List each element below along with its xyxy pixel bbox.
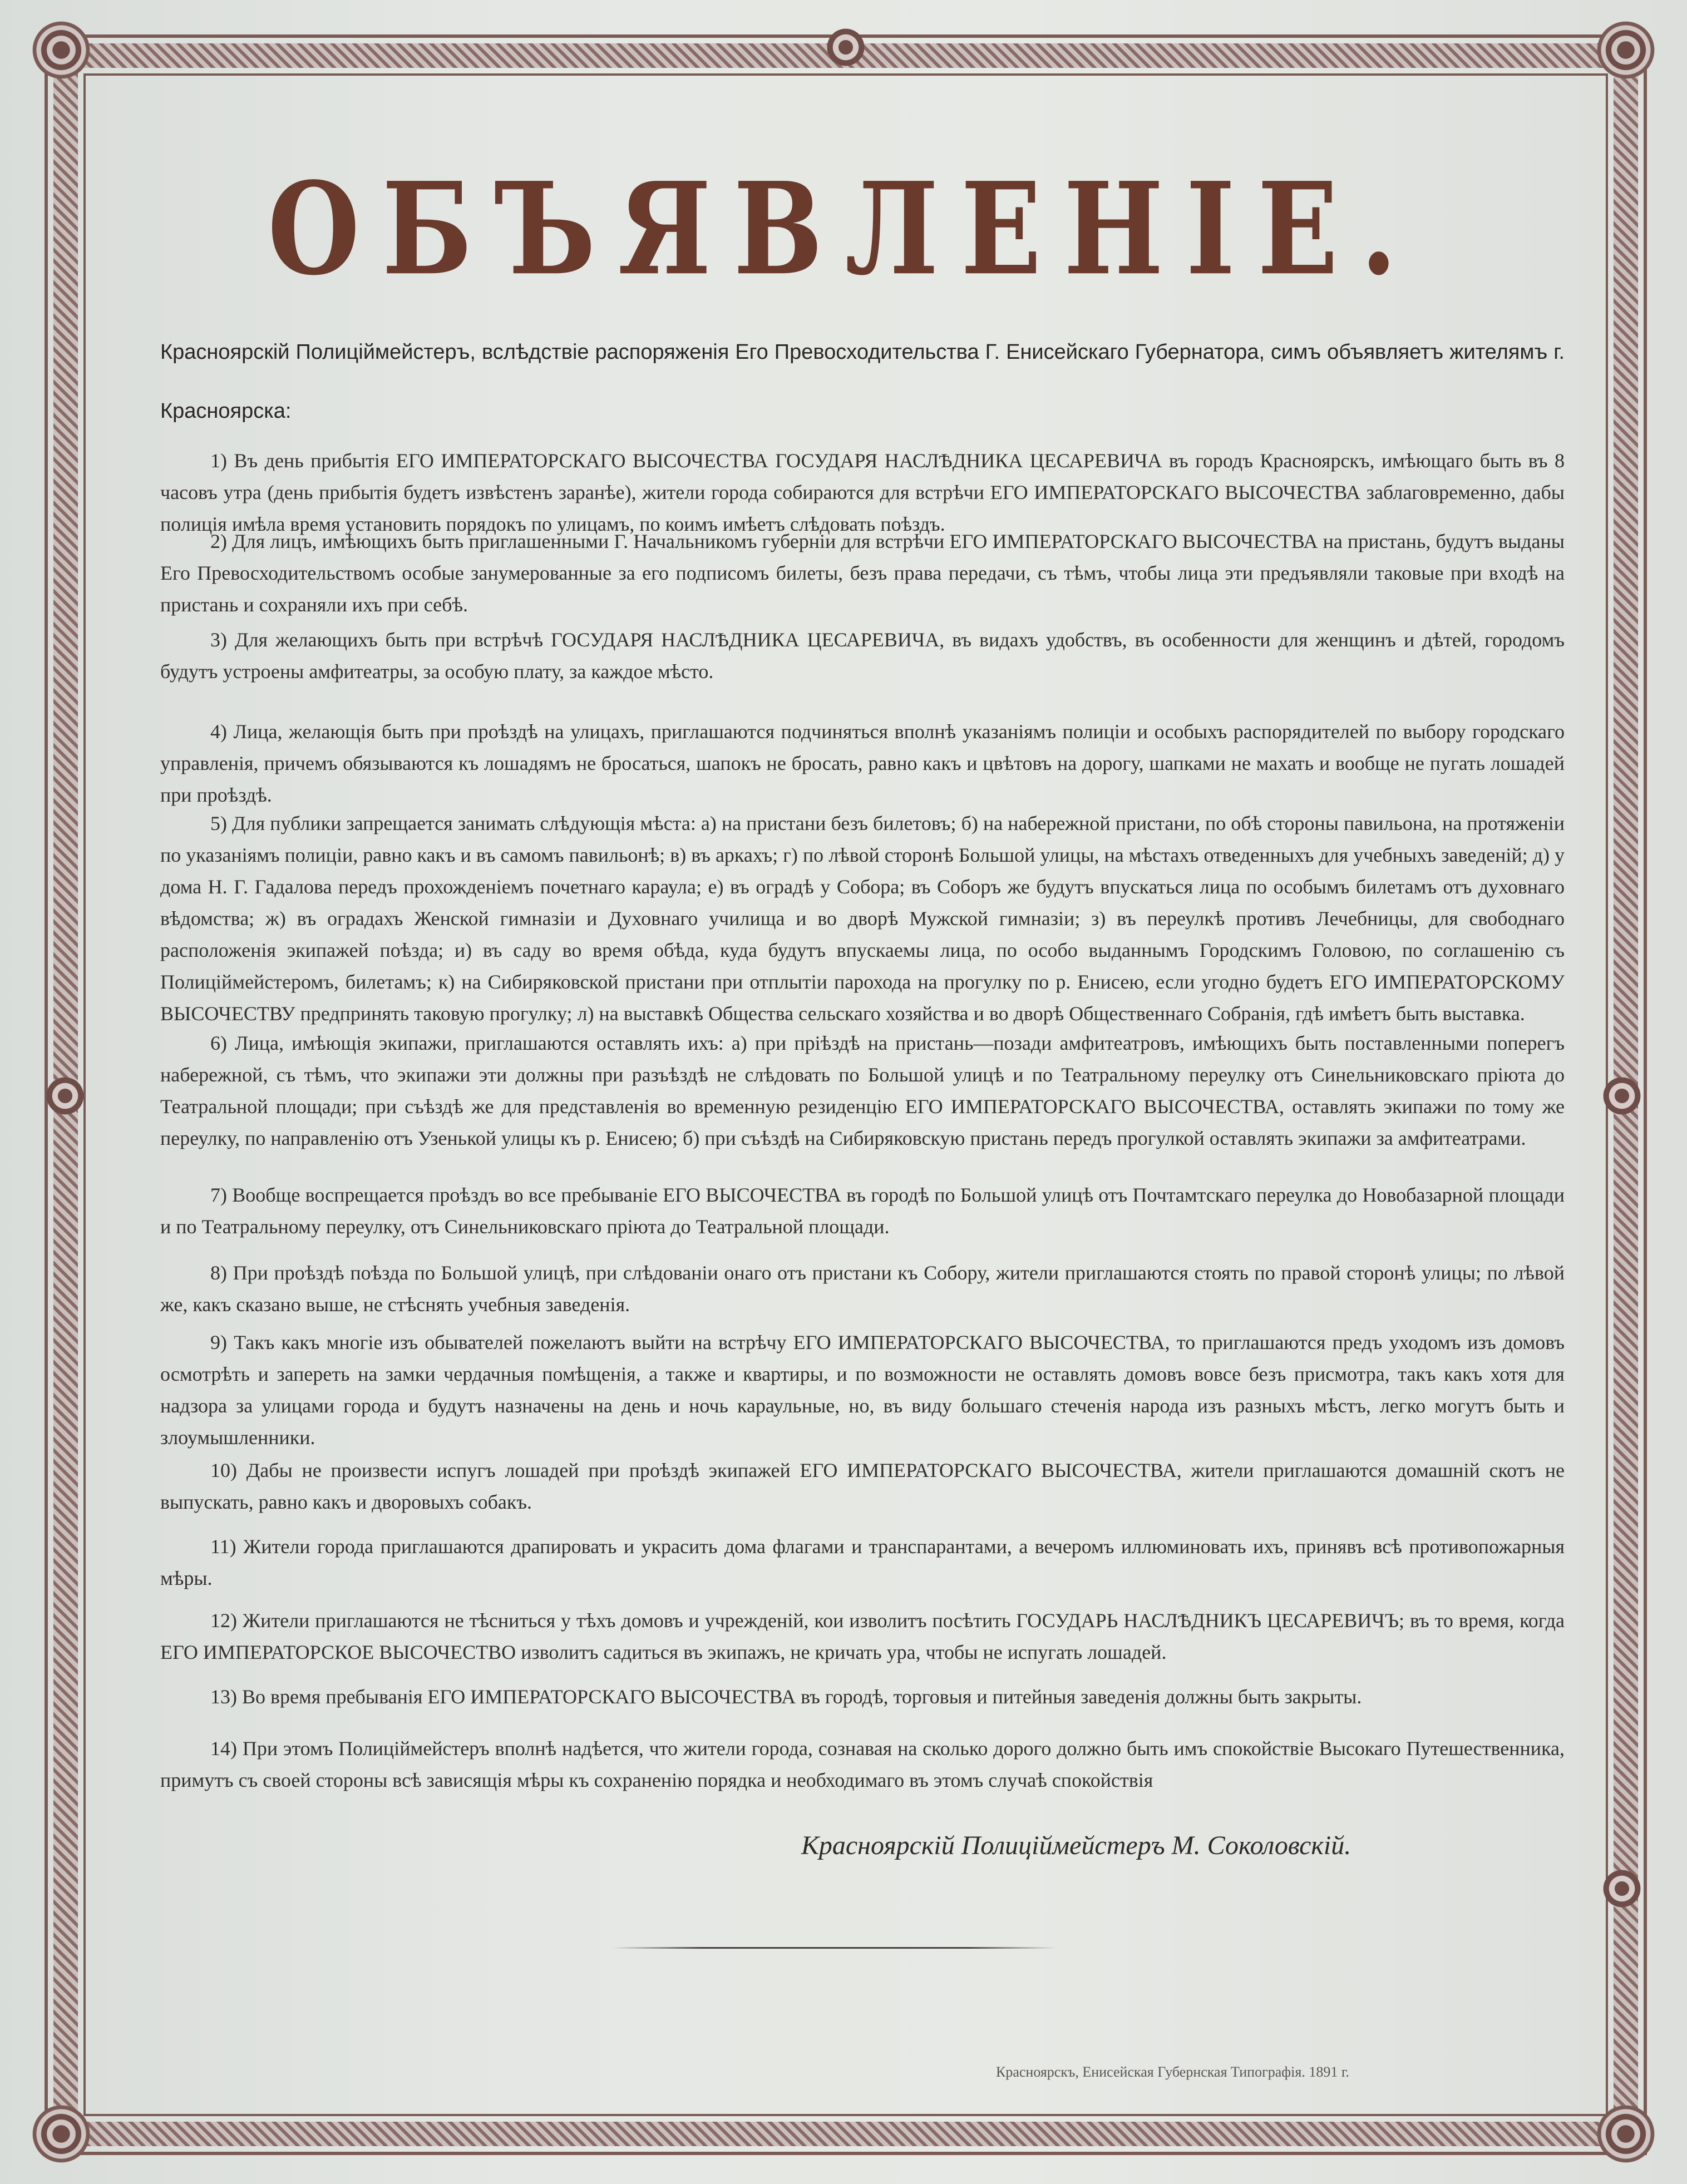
paragraph-3: 3) Для желающихъ быть при встрѣчѣ ГОСУДАРЯ НАСЛѢДНИКА ЦЕСАРЕВИЧА, въ видахъ удобствъ, въ особенности для женщинъ и дѣтей, городомъ будутъ устроены амфитеатры, за особую плату, за каждое мѣсто. [160,629,1565,683]
paragraph-10: 10) Дабы не произвести испугъ лошадей при проѣздѣ экипажей ЕГО ИМПЕРАТОРСКАГО ВЫСОЧЕСТВА, жители приглашаются домашній скотъ не выпускать, равно какъ и дворовыхъ собакъ. [160,1459,1565,1513]
paragraph-12: 12) Жители приглашаются не тѣсниться у тѣхъ домовъ и учрежденій, кои изволитъ посѣтить ГОСУДАРЬ НАСЛѢДНИКЪ ЦЕСАРЕВИЧЪ; въ то время, когда ЕГО ИМПЕРАТОРСКОЕ ВЫСОЧЕСТВО изволитъ садиться въ экипажъ, не кричать ура, чтобы не испугать лошадей. [160,1609,1565,1663]
paragraph-14: 14) При этомъ Полиціймейстеръ вполнѣ надѣется, что жители города, сознавая на сколько дорого должно быть имъ спокойствіе Высокаго Путешественника, примутъ съ своей стороны всѣ зависящія мѣры къ сохраненію порядка и необходимаго въ этомъ случаѣ спокойствія [160,1737,1565,1791]
corner-ornament-icon [28,17,95,83]
document-title: ОБЪЯВЛЕНIЕ. [268,154,1419,304]
side-ornament-icon [821,22,871,72]
paragraph-13: 13) Во время пребыванія ЕГО ИМПЕРАТОРСКАГО ВЫСОЧЕСТВА въ городѣ, торговыя и питейныя заведенія должны быть закрыты. [210,1686,1362,1708]
corner-ornament-icon [28,2101,95,2167]
paragraph-1: 1) Въ день прибытія ЕГО ИМПЕРАТОРСКАГО ВЫСОЧЕСТВА ГОСУДАРЯ НАСЛѢДНИКА ЦЕСАРЕВИЧА въ городъ Красноярскъ, имѣющаго быть въ 8 часовъ утра (день прибытія будетъ извѣстенъ заранѣе), жители города собираются для встрѣчи ЕГО ИМПЕРАТОРСКАГО ВЫСОЧЕСТВА заблаговременно, дабы полиція имѣла время установить порядокъ по улицамъ, по коимъ имѣетъ слѣдовать поѣздъ. [160,449,1565,535]
divider-line [612,1947,1057,1949]
printer-imprint: Красноярскъ, Енисейская Губернская Типографія. 1891 г. [996,2064,1350,2080]
side-ornament-icon [1597,1071,1647,1121]
paragraph-11: 11) Жители города приглашаются драпировать и украсить дома флагами и транспарантами, а вечеромъ иллюминовать ихъ, принявъ всѣ противопожарныя мѣры. [160,1535,1565,1589]
paragraph-7: 7) Вообще воспрещается проѣздъ во все пребываніе ЕГО ВЫСОЧЕСТВА въ городѣ по Большой улицѣ отъ Почтамтскаго переулка до Новобазарной площади и по Театральному переулку, отъ Синельниковскаго пріюта до Театральной площади. [160,1184,1565,1238]
paragraph-4: 4) Лица, желающія быть при проѣздѣ на улицахъ, приглашаются подчиняться вполнѣ указаніямъ полиціи и особыхъ распорядителей по выбору городскаго управленія, причемъ обязываются къ лошадямъ не бросаться, шапокъ не бросать, равно какъ и цвѣтовъ на дорогу, шапками не махать и вообще не пугать лошадей при проѣздѣ. [160,720,1565,806]
paragraph-5: 5) Для публики запрещается занимать слѣдующія мѣста: а) на пристани безъ билетовъ; б) на набережной пристани, по обѣ стороны павильона, на протяженіи по указаніямъ полиціи, равно какъ и въ самомъ павильонѣ; в) въ аркахъ; г) по лѣвой сторонѣ Большой улицы, на мѣстахъ отведенныхъ для учебныхъ заведеній; д) у дома Н. Г. Гадалова передъ прохожденіемъ почетнаго караула; е) въ оградѣ у Собора; въ Соборъ же будутъ впускаться лица по особымъ билетамъ отъ духовнаго вѣдомства; ж) въ оградахъ Женской гимназіи и Духовнаго училища и во дворѣ Мужской гимназіи; з) въ переулкѣ противъ Лечебницы, для свободнаго расположенія экипажей поѣзда; и) въ саду во время обѣда, куда будутъ впускаемы лица, по особо выданнымъ Городскимъ Головою, по соглашенію съ Полиціймейстеромъ, билетамъ; к) на Сибиряковской пристани при отплытіи парохода на прогулку по р. Енисею, если угодно будетъ ЕГО ИМПЕРАТОРСКОМУ ВЫСОЧЕСТВУ предпринять таковую прогулку; л) на выставкѣ Общества сельскаго хозяйства и во дворѣ Общественнаго Собранія, гдѣ имѣетъ быть выставка. [160,812,1565,1025]
paragraph-8: 8) При проѣздѣ поѣзда по Большой улицѣ, при слѣдованіи онаго отъ пристани къ Собору, жители приглашаются стоять по правой сторонѣ улицы; по лѣвой же, какъ сказано выше, не стѣснять учебныя заведенія. [160,1262,1565,1316]
paragraph-9: 9) Такъ какъ многіе изъ обывателей пожелаютъ выйти на встрѣчу ЕГО ИМПЕРАТОРСКАГО ВЫСОЧЕСТВА, то приглашаются предъ уходомъ изъ домовъ осмотрѣть и запереть на замки чердачныя помѣщенія, а также и квартиры, и по возможности не оставлять домовъ вовсе безъ присмотра, такъ какъ хотя для надзора за улицами города и будутъ назначены на день и ночь караульные, но, въ виду большаго стеченія народа изъ разныхъ мѣстъ, легко могутъ быть и злоумышленники. [160,1331,1565,1449]
corner-ornament-icon [1592,2101,1659,2167]
signature: Красноярскій Полиціймейстеръ М. Соколовскій. [801,1831,1351,1860]
corner-ornament-icon [1592,17,1659,83]
side-ornament-icon [1597,1864,1647,1914]
side-ornament-icon [40,1071,90,1121]
intro-text: Красноярскій Полиціймейстеръ, вслѣдствіе распоряженія Его Превосходительства Г. Енисейскаго Губернатора, симъ объявляетъ жителямъ г. Красноярска: [160,340,1565,423]
paragraph-2: 2) Для лицъ, имѣющихъ быть приглашенными Г. Начальникомъ губерніи для встрѣчи ЕГО ИМПЕРАТОРСКАГО ВЫСОЧЕСТВА на пристань, будутъ выданы Его Превосходительствомъ особые занумерованные за его подписомъ билеты, безъ права передачи, съ тѣмъ, чтобы лица эти предъявляли таковые при входѣ на пристань и сохраняли ихъ при себѣ. [160,530,1565,616]
paragraph-6: 6) Лица, имѣющія экипажи, приглашаются оставлять ихъ: а) при пріѣздѣ на пристань—позади амфитеатровъ, имѣющихъ быть поставленными поперегъ набережной, съ тѣмъ, что экипажи эти должны при разъѣздѣ не слѣдовать по Большой улицѣ и по Театральному переулку отъ Синельниковскаго пріюта до Театральной площади; при съѣздѣ же для представленія во временную резиденцію ЕГО ИМПЕРАТОРСКАГО ВЫСОЧЕСТВА, оставлять экипажи по тому же переулку, по направленію отъ Узенькой улицы къ р. Енисею; б) при съѣздѣ на Сибиряковскую пристань передъ прогулкой оставлять экипажи за амфитеатрами. [160,1032,1565,1149]
